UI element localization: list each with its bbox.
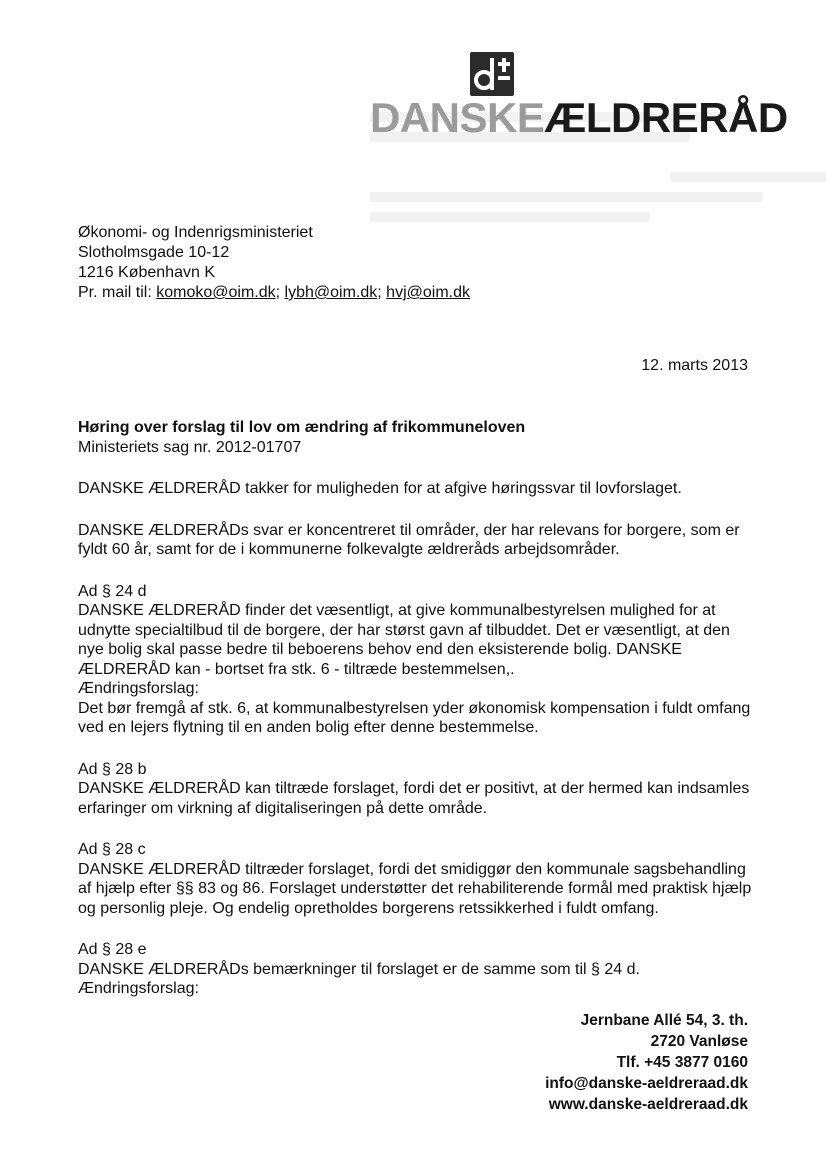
danske-aeldreraad-logo — [370, 52, 788, 142]
focus-paragraph: DANSKE ÆLDRERÅDs svar er koncentreret til områder, der har relevans for borgere, som er fyldt 60 år, samt for de i kommunerne folkevalgte ældreråds arbejdsområder. — [78, 521, 740, 558]
logo-mark-icon — [470, 52, 514, 96]
section-heading: Ad § 28 b — [78, 760, 147, 778]
section-text: DANSKE ÆLDRERÅD tiltræder forslaget, fordi det smidiggør den kommunale sagsbehandling af hjælp efter §§ 83 og 86. Forslaget understøtter det rehabiliterende formål med praktisk hjælp og personlig pleje. Og endelig opretholdes borgerens retssikkerhed i fuldt omfang. — [78, 860, 752, 917]
section-24d — [78, 582, 753, 738]
email-link-komoko[interactable]: komoko@oim.dk — [156, 284, 276, 301]
email-link-hvj[interactable]: hvj@oim.dk — [386, 284, 470, 301]
recipient-address — [78, 223, 470, 303]
footer-city: 2720 Vanløse — [650, 1033, 748, 1050]
intro-paragraph: DANSKE ÆLDRERÅD takker for muligheden for at afgive høringssvar til lovforslaget. — [78, 480, 682, 497]
footer-web[interactable]: www.danske-aeldreraad.dk — [548, 1096, 748, 1113]
logo-wordmark — [370, 94, 788, 141]
section-28c — [78, 840, 753, 918]
recipient-name: Økonomi- og Indenrigsministeriet — [78, 224, 313, 241]
logo-wordmark-part2: ÆLDRERÅD — [544, 94, 788, 141]
amendment-label: Ændringsforslag: — [78, 980, 199, 997]
section-heading: Ad § 28 c — [78, 841, 146, 858]
section-heading: Ad § 28 e — [78, 941, 147, 958]
letter-body — [78, 418, 753, 1021]
section-text: DANSKE ÆLDRERÅD kan tiltræde forslaget, fordi det er positivt, at der hermed kan indsamles erfaringer om virkning af digitaliseringen på dette område. — [78, 780, 750, 817]
letter-date: 12. marts 2013 — [641, 357, 748, 374]
section-28e — [78, 940, 753, 999]
amendment-label: Ændringsforslag: — [78, 680, 199, 697]
recipient-emails — [78, 283, 470, 303]
section-heading: Ad § 24 d — [78, 582, 147, 600]
footer-email[interactable]: info@danske-aeldreraad.dk — [545, 1075, 748, 1092]
mail-prefix: Pr. mail til: — [78, 284, 152, 301]
amendment-text: Det bør fremgå af stk. 6, at kommunalbestyrelsen yder økonomisk kompensation i fuldt omfang ved en lejers flytning til en anden bolig efter denne bestemmelse. — [78, 699, 751, 736]
section-28b — [78, 760, 753, 819]
recipient-city: 1216 København K — [78, 264, 215, 281]
email-link-lybh[interactable]: lybh@oim.dk — [284, 284, 378, 301]
letter-subject: Høring over forslag til lov om ændring af frikommuneloven — [78, 419, 526, 436]
logo-wordmark-part1: DANSKE — [370, 94, 545, 141]
case-number: Ministeriets sag nr. 2012-01707 — [78, 438, 302, 456]
email-separator: ; — [377, 284, 382, 301]
recipient-street: Slotholmsgade 10-12 — [78, 244, 230, 261]
email-separator: ; — [275, 284, 281, 301]
sender-footer — [545, 1010, 748, 1115]
section-text: DANSKE ÆLDRERÅDs bemærkninger til forslaget er de samme som til § 24 d. — [78, 960, 640, 978]
footer-street: Jernbane Allé 54, 3. th. — [580, 1012, 748, 1029]
footer-phone: Tlf. +45 3877 0160 — [616, 1054, 748, 1071]
section-text: DANSKE ÆLDRERÅD finder det væsentligt, at give kommunalbestyrelsen mulighed for at udnytte specialtilbud til de borgere, der har størst gavn af tilbuddet. Det er væsentligt, at den nye bolig skal passe bedre til beboerens behov end den eksisterende bolig. DANSKE ÆLDRERÅD kan - bortset fra stk. 6 - tiltræde bestemmelsen,. — [78, 602, 730, 678]
